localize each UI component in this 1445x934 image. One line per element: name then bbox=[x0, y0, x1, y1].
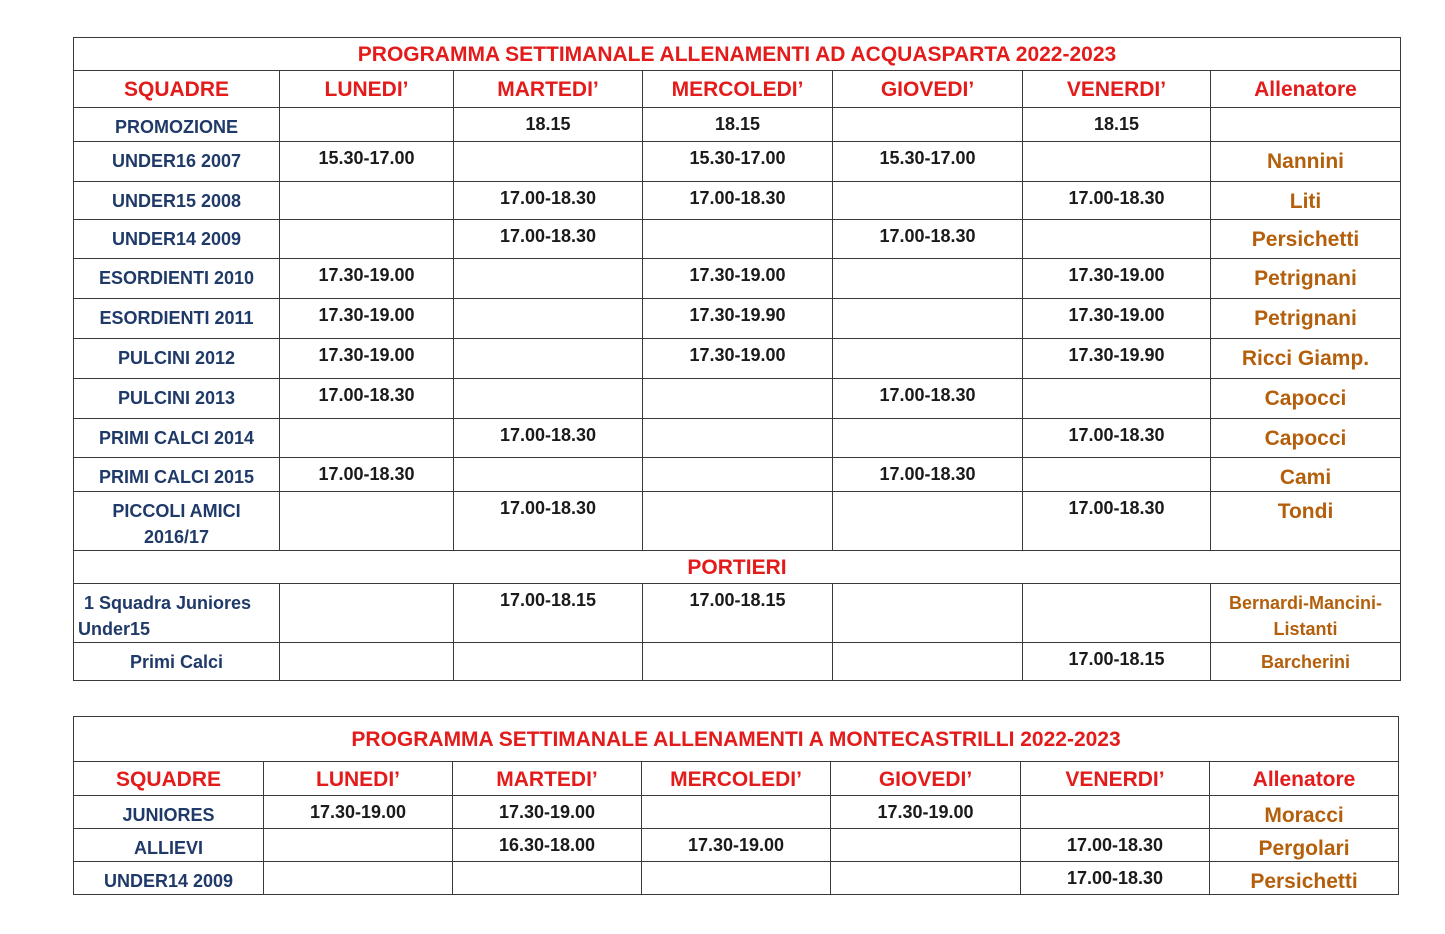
time-martedi bbox=[454, 259, 643, 299]
time-lunedi: 17.30-19.00 bbox=[280, 339, 454, 379]
header-squadre: SQUADRE bbox=[74, 71, 280, 108]
table-row bbox=[74, 339, 1401, 379]
table-row bbox=[74, 643, 1401, 681]
time-mercoledi bbox=[643, 643, 833, 681]
time-giovedi bbox=[833, 643, 1023, 681]
coach-name: Petrignani bbox=[1211, 299, 1401, 339]
header-allenatore: Allenatore bbox=[1211, 71, 1401, 108]
time-martedi: 17.00-18.30 bbox=[454, 220, 643, 259]
header-venerdi: VENERDI’ bbox=[1023, 71, 1211, 108]
time-giovedi bbox=[833, 492, 1023, 551]
table-row bbox=[74, 182, 1401, 220]
table-row bbox=[74, 379, 1401, 419]
time-giovedi: 17.00-18.30 bbox=[833, 379, 1023, 419]
team-name-line2: Under15 bbox=[78, 619, 151, 639]
table-row bbox=[74, 142, 1401, 182]
coach-name bbox=[1211, 108, 1401, 142]
time-mercoledi bbox=[643, 220, 833, 259]
time-mercoledi bbox=[643, 419, 833, 458]
time-venerdi: 17.30-19.00 bbox=[1023, 259, 1211, 299]
time-venerdi: 17.00-18.30 bbox=[1021, 862, 1210, 895]
coach-name-line1: Bernardi-Mancini- bbox=[1228, 593, 1383, 613]
header-allenatore: Allenatore bbox=[1210, 762, 1399, 796]
coach-name: Persichetti bbox=[1211, 220, 1401, 259]
team-name: UNDER14 2009 bbox=[74, 862, 264, 895]
time-martedi: 17.00-18.30 bbox=[454, 492, 643, 551]
table-row bbox=[74, 220, 1401, 259]
time-lunedi: 17.30-19.00 bbox=[280, 299, 454, 339]
time-giovedi bbox=[833, 419, 1023, 458]
coach-name: Nannini bbox=[1211, 142, 1401, 182]
time-martedi bbox=[453, 862, 642, 895]
time-martedi bbox=[454, 339, 643, 379]
coach-name bbox=[1211, 584, 1401, 643]
time-lunedi bbox=[280, 220, 454, 259]
section-label-portieri: PORTIERI bbox=[74, 551, 1401, 584]
table-row bbox=[74, 108, 1401, 142]
coach-name: Tondi bbox=[1211, 492, 1401, 551]
montecastrilli-schedule-table bbox=[73, 716, 1399, 895]
team-name: UNDER14 2009 bbox=[74, 220, 280, 259]
time-venerdi: 17.30-19.90 bbox=[1023, 339, 1211, 379]
time-venerdi bbox=[1023, 584, 1211, 643]
time-mercoledi bbox=[643, 458, 833, 492]
team-name: ESORDIENTI 2010 bbox=[74, 259, 280, 299]
header-row bbox=[74, 71, 1401, 108]
header-giovedi: GIOVEDI’ bbox=[831, 762, 1021, 796]
section-row-portieri bbox=[74, 551, 1401, 584]
time-martedi bbox=[454, 142, 643, 182]
time-venerdi: 17.00-18.15 bbox=[1023, 643, 1211, 681]
header-martedi: MARTEDI’ bbox=[453, 762, 642, 796]
table-row bbox=[74, 492, 1401, 551]
coach-name: Barcherini bbox=[1211, 643, 1401, 681]
time-mercoledi bbox=[642, 862, 831, 895]
time-lunedi bbox=[280, 643, 454, 681]
team-name bbox=[74, 584, 280, 643]
time-venerdi: 17.00-18.30 bbox=[1023, 182, 1211, 220]
time-venerdi: 18.15 bbox=[1023, 108, 1211, 142]
team-name bbox=[74, 492, 280, 551]
time-lunedi bbox=[280, 108, 454, 142]
time-venerdi bbox=[1021, 796, 1210, 829]
time-lunedi: 17.00-18.30 bbox=[280, 379, 454, 419]
team-name: ESORDIENTI 2011 bbox=[74, 299, 280, 339]
coach-name: Cami bbox=[1211, 458, 1401, 492]
time-venerdi bbox=[1023, 458, 1211, 492]
time-mercoledi: 15.30-17.00 bbox=[643, 142, 833, 182]
acquasparta-schedule-table bbox=[73, 37, 1401, 681]
time-lunedi bbox=[280, 419, 454, 458]
time-mercoledi: 17.00-18.30 bbox=[643, 182, 833, 220]
time-martedi: 17.00-18.15 bbox=[454, 584, 643, 643]
time-martedi: 18.15 bbox=[454, 108, 643, 142]
table-title-row bbox=[74, 38, 1401, 71]
header-mercoledi: MERCOLEDI’ bbox=[642, 762, 831, 796]
time-mercoledi: 17.30-19.90 bbox=[643, 299, 833, 339]
team-name: UNDER16 2007 bbox=[74, 142, 280, 182]
time-mercoledi: 18.15 bbox=[643, 108, 833, 142]
table-row bbox=[74, 419, 1401, 458]
time-lunedi bbox=[264, 829, 453, 862]
coach-name: Pergolari bbox=[1210, 829, 1399, 862]
table-row bbox=[74, 862, 1399, 895]
time-martedi bbox=[454, 379, 643, 419]
time-lunedi bbox=[280, 492, 454, 551]
time-venerdi bbox=[1023, 142, 1211, 182]
time-venerdi: 17.00-18.30 bbox=[1023, 492, 1211, 551]
time-lunedi: 17.30-19.00 bbox=[264, 796, 453, 829]
time-martedi bbox=[454, 458, 643, 492]
time-mercoledi: 17.30-19.00 bbox=[643, 259, 833, 299]
team-name: PULCINI 2012 bbox=[74, 339, 280, 379]
coach-name: Capocci bbox=[1211, 419, 1401, 458]
table-title: PROGRAMMA SETTIMANALE ALLENAMENTI AD ACQUASPARTA 2022-2023 bbox=[74, 38, 1401, 71]
time-giovedi bbox=[833, 339, 1023, 379]
time-martedi: 17.00-18.30 bbox=[454, 182, 643, 220]
team-name: PULCINI 2013 bbox=[74, 379, 280, 419]
header-mercoledi: MERCOLEDI’ bbox=[643, 71, 833, 108]
time-martedi: 17.00-18.30 bbox=[454, 419, 643, 458]
time-lunedi: 17.00-18.30 bbox=[280, 458, 454, 492]
coach-name: Moracci bbox=[1210, 796, 1399, 829]
team-name-line2: 2016/17 bbox=[143, 527, 210, 547]
team-name: PRIMI CALCI 2015 bbox=[74, 458, 280, 492]
time-giovedi: 17.30-19.00 bbox=[831, 796, 1021, 829]
time-giovedi bbox=[833, 259, 1023, 299]
team-name: Primi Calci bbox=[74, 643, 280, 681]
time-giovedi bbox=[831, 829, 1021, 862]
time-mercoledi bbox=[643, 379, 833, 419]
time-venerdi: 17.30-19.00 bbox=[1023, 299, 1211, 339]
team-name: PROMOZIONE bbox=[74, 108, 280, 142]
time-lunedi bbox=[264, 862, 453, 895]
header-giovedi: GIOVEDI’ bbox=[833, 71, 1023, 108]
time-martedi: 17.30-19.00 bbox=[453, 796, 642, 829]
time-lunedi bbox=[280, 584, 454, 643]
time-mercoledi: 17.30-19.00 bbox=[643, 339, 833, 379]
time-venerdi bbox=[1023, 220, 1211, 259]
table-title-row bbox=[74, 717, 1399, 762]
table-title: PROGRAMMA SETTIMANALE ALLENAMENTI A MONTECASTRILLI 2022-2023 bbox=[74, 717, 1399, 762]
time-martedi: 16.30-18.00 bbox=[453, 829, 642, 862]
time-giovedi: 17.00-18.30 bbox=[833, 458, 1023, 492]
header-squadre: SQUADRE bbox=[74, 762, 264, 796]
time-venerdi: 17.00-18.30 bbox=[1023, 419, 1211, 458]
header-martedi: MARTEDI’ bbox=[454, 71, 643, 108]
table-row bbox=[74, 829, 1399, 862]
coach-name: Liti bbox=[1211, 182, 1401, 220]
table-row bbox=[74, 584, 1401, 643]
team-name: UNDER15 2008 bbox=[74, 182, 280, 220]
time-martedi bbox=[454, 643, 643, 681]
team-name: ALLIEVI bbox=[74, 829, 264, 862]
coach-name: Capocci bbox=[1211, 379, 1401, 419]
time-giovedi bbox=[831, 862, 1021, 895]
table-row bbox=[74, 259, 1401, 299]
time-giovedi bbox=[833, 108, 1023, 142]
time-lunedi bbox=[280, 182, 454, 220]
coach-name: Petrignani bbox=[1211, 259, 1401, 299]
table-row bbox=[74, 796, 1399, 829]
time-lunedi: 17.30-19.00 bbox=[280, 259, 454, 299]
coach-name: Persichetti bbox=[1210, 862, 1399, 895]
time-mercoledi: 17.30-19.00 bbox=[642, 829, 831, 862]
team-name: PRIMI CALCI 2014 bbox=[74, 419, 280, 458]
time-martedi bbox=[454, 299, 643, 339]
table-row bbox=[74, 458, 1401, 492]
time-lunedi: 15.30-17.00 bbox=[280, 142, 454, 182]
time-venerdi: 17.00-18.30 bbox=[1021, 829, 1210, 862]
header-lunedi: LUNEDI’ bbox=[264, 762, 453, 796]
time-venerdi bbox=[1023, 379, 1211, 419]
header-venerdi: VENERDI’ bbox=[1021, 762, 1210, 796]
table-row bbox=[74, 299, 1401, 339]
time-giovedi bbox=[833, 299, 1023, 339]
time-giovedi: 15.30-17.00 bbox=[833, 142, 1023, 182]
time-giovedi: 17.00-18.30 bbox=[833, 220, 1023, 259]
coach-name-line2: Listanti bbox=[1273, 619, 1338, 639]
team-name-line1: 1 Squadra Juniores bbox=[84, 593, 252, 613]
header-lunedi: LUNEDI’ bbox=[280, 71, 454, 108]
time-giovedi bbox=[833, 182, 1023, 220]
team-name-line1: PICCOLI AMICI bbox=[112, 501, 241, 521]
time-mercoledi bbox=[642, 796, 831, 829]
time-giovedi bbox=[833, 584, 1023, 643]
coach-name: Ricci Giamp. bbox=[1211, 339, 1401, 379]
time-mercoledi bbox=[643, 492, 833, 551]
time-mercoledi: 17.00-18.15 bbox=[643, 584, 833, 643]
header-row bbox=[74, 762, 1399, 796]
team-name: JUNIORES bbox=[74, 796, 264, 829]
